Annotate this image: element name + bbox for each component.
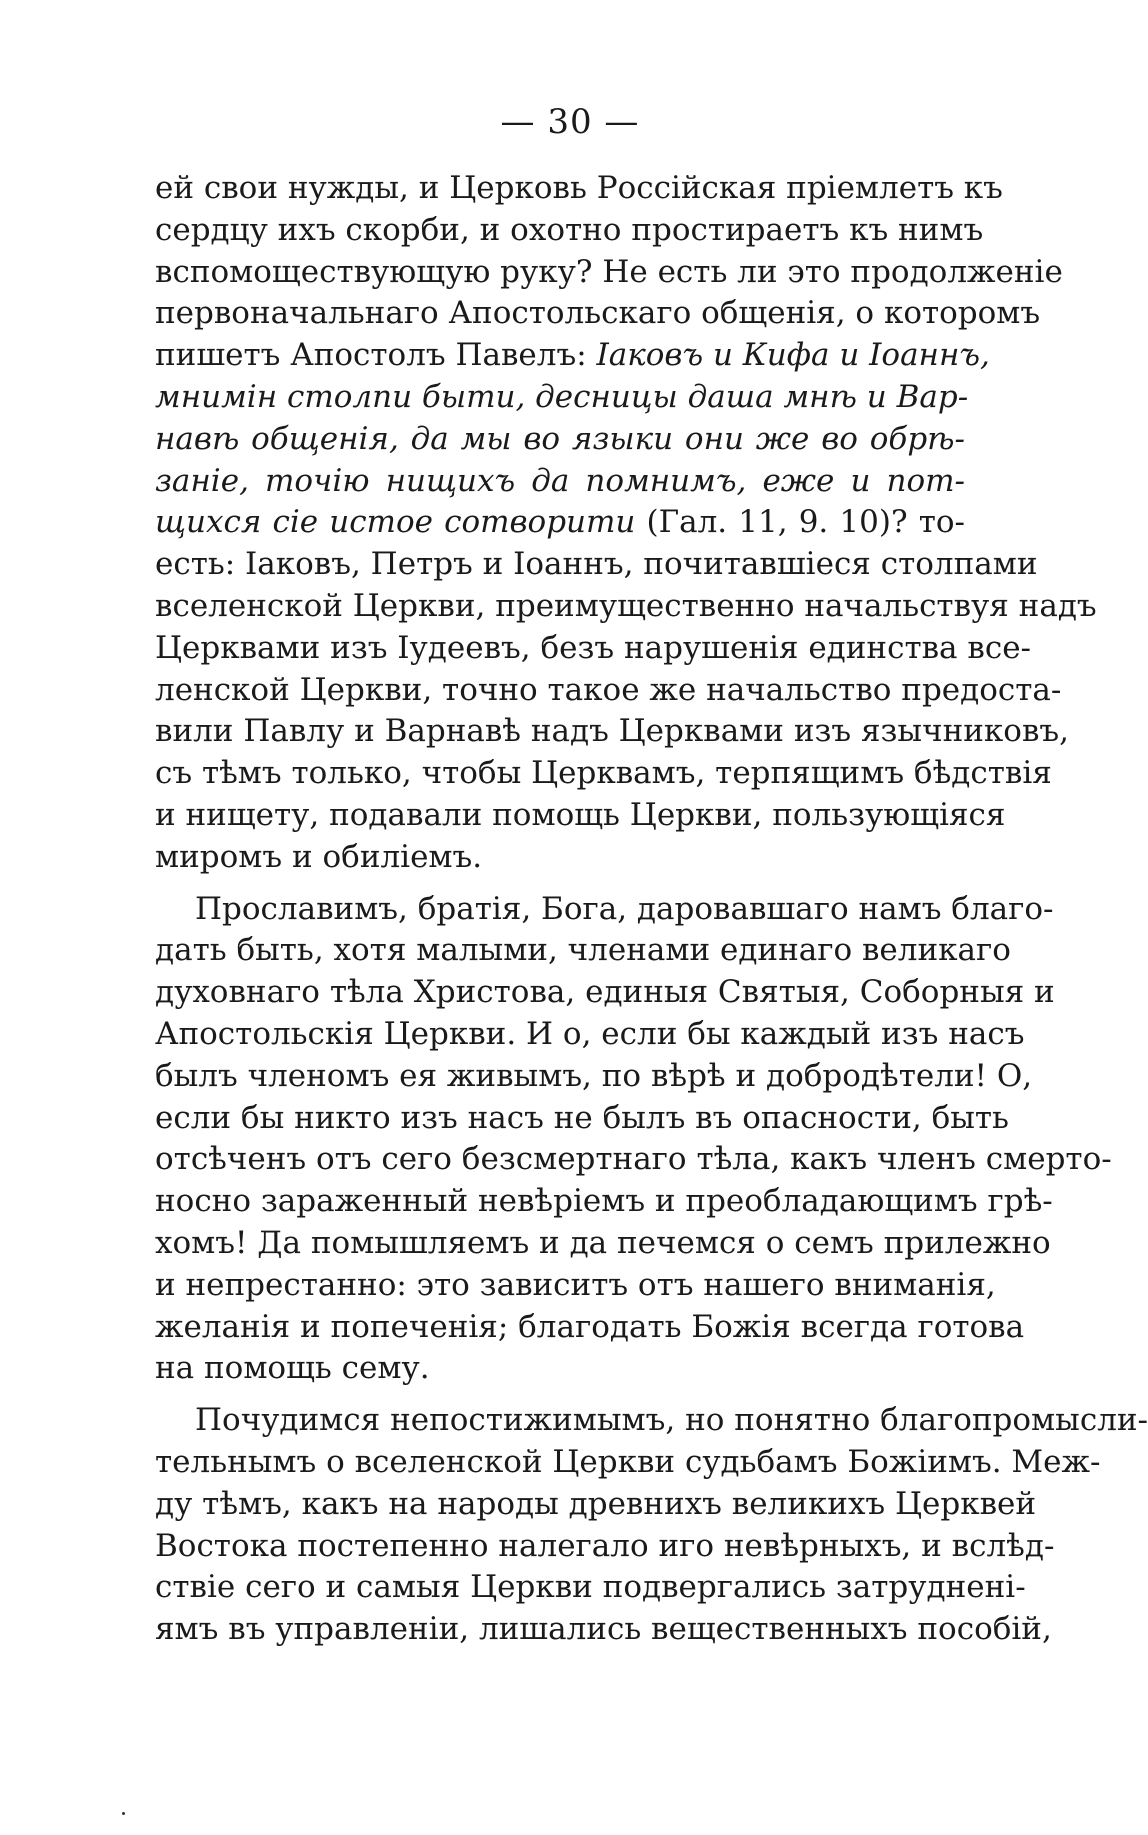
text-line [155, 837, 965, 879]
text-segment: если бы никто изъ насъ не былъ въ опасности, быть [155, 1099, 1009, 1136]
text-segment: желанія и попеченія; благодать Божія всегда готова [155, 1308, 1025, 1345]
text-line [155, 544, 1038, 586]
text-segment: Почудимся непостижимымъ, но понятно благопромысли- [195, 1402, 1148, 1439]
text-segment: духовнаго тѣла Христова, единыя Святыя, Соборныя и [155, 974, 1055, 1011]
text-line [155, 1265, 996, 1307]
text-segment: пишетъ Апостолъ Павелъ: [155, 337, 597, 374]
text-line [155, 1098, 1009, 1140]
paragraph-gap [155, 879, 965, 889]
text-line [155, 670, 1062, 712]
print-speck [122, 1812, 125, 1815]
italic-quote-segment: Іаковъ и Кифа и Іоаннъ, [596, 337, 990, 374]
text-segment: вселенской Церкви, преимущественно начальствуя надъ [155, 587, 1097, 624]
text-line [155, 1484, 1037, 1526]
text-line [155, 628, 1032, 670]
paragraph [155, 889, 1112, 1391]
text-segment: ямъ въ управленіи, лишались вещественныхъ пособій, [155, 1611, 1052, 1648]
text-segment: ей свои нужды, и Церковь Россійская пріемлетъ къ [155, 170, 1003, 206]
text-segment: хомъ! Да помышляемъ и да печемся о семъ прилежно [155, 1224, 1051, 1261]
text-line [155, 1014, 1025, 1056]
text-segment: съ тѣмъ только, чтобы Церквамъ, терпящимъ бѣдствія [155, 755, 1052, 792]
text-line [155, 1567, 1026, 1609]
text-line [155, 1609, 1052, 1651]
text-segment: носно зараженный невѣріемъ и преобладающимъ грѣ- [155, 1183, 1053, 1220]
text-segment: ствіе сего и самыя Церкви подвергались затрудненi- [155, 1569, 1026, 1606]
text-segment: вили Павлу и Варнавѣ надъ Церквами изъ язычниковъ, [155, 713, 1069, 750]
text-segment: на помощь сему. [155, 1350, 430, 1387]
italic-quote-segment: щихся сіе истое сотворити [155, 504, 636, 541]
text-line [155, 1526, 1055, 1568]
text-segment: первоначальнаго Апостольскаго общенія, о которомъ [155, 295, 1041, 332]
text-line [155, 1400, 1148, 1442]
text-line [155, 293, 1041, 335]
text-line [155, 502, 965, 544]
text-segment: отсѣченъ отъ сего безсмертнаго тѣла, какъ членъ смерто- [155, 1141, 1112, 1178]
text-segment: дать быть, хотя малыми, членами единаго великаго [155, 932, 1011, 969]
text-line [155, 889, 1054, 931]
text-line [155, 168, 1003, 210]
text-line [155, 586, 1097, 628]
text-line [155, 972, 1055, 1014]
body-text [155, 168, 1148, 1651]
text-line [155, 1442, 1101, 1484]
text-segment: есть: Іаковъ, Петръ и Іоаннъ, почитавшіеся столпами [155, 546, 1038, 583]
text-line [155, 1181, 1053, 1223]
text-line [155, 461, 965, 503]
paragraph [155, 1400, 1148, 1651]
text-segment: былъ членомъ ея живымъ, по вѣрѣ и добродѣтели! О, [155, 1057, 1033, 1094]
text-segment: миромъ и обиліемъ. [155, 838, 483, 875]
text-line [155, 1307, 1025, 1349]
italic-quote-segment: навѣ общенія, да мы во языки они же во обрѣ- [155, 420, 965, 457]
italic-quote-segment: мнимін столпи быти, десницы даша мнѣ и Вар- [155, 378, 969, 415]
paragraph [155, 168, 1097, 879]
text-line [155, 210, 984, 252]
text-line [155, 1139, 1112, 1181]
text-segment: сердцу ихъ скорби, и охотно простираетъ къ нимъ [155, 211, 984, 248]
text-segment: ду тѣмъ, какъ на народы древнихъ великихъ Церквей [155, 1485, 1037, 1522]
text-segment: Прославимъ, братія, Бога, даровавшаго намъ благо- [195, 890, 1054, 927]
text-segment: Апостольскія Церкви. И о, если бы каждый изъ насъ [155, 1015, 1025, 1052]
text-line [155, 753, 1052, 795]
text-line [155, 1056, 1033, 1098]
text-line [155, 795, 1006, 837]
text-line [155, 1223, 1051, 1265]
text-line [155, 1348, 965, 1390]
text-line [155, 711, 1069, 753]
text-segment: тельнымъ о вселенской Церкви судьбамъ Божіимъ. Меж- [155, 1443, 1101, 1480]
paragraph-gap [155, 1390, 965, 1400]
text-segment: и нищету, подавали помощь Церкви, пользующіяся [155, 796, 1006, 833]
text-line [155, 419, 965, 461]
text-segment: вспомоществующую руку? Не есть ли это продолженіе [155, 253, 1063, 290]
italic-quote-segment: заніе, точію нищихъ да помнимъ, еже и пот- [155, 462, 965, 499]
text-segment: Востока постепенно налегало иго невѣрныхъ, и вслѣд- [155, 1527, 1055, 1564]
text-segment: (Гал. 11, 9. 10)? то- [635, 504, 965, 541]
text-segment: и непрестанно: это зависитъ отъ нашего вниманія, [155, 1266, 996, 1303]
text-line [155, 335, 990, 377]
text-line [155, 377, 969, 419]
text-line [155, 252, 1063, 294]
text-line [155, 930, 1011, 972]
page-number: — 30 — [500, 102, 640, 142]
text-segment: Церквами изъ Іудеевъ, безъ нарушенія единства все- [155, 629, 1032, 666]
text-segment: ленской Церкви, точно такое же начальство предоста- [155, 671, 1062, 708]
